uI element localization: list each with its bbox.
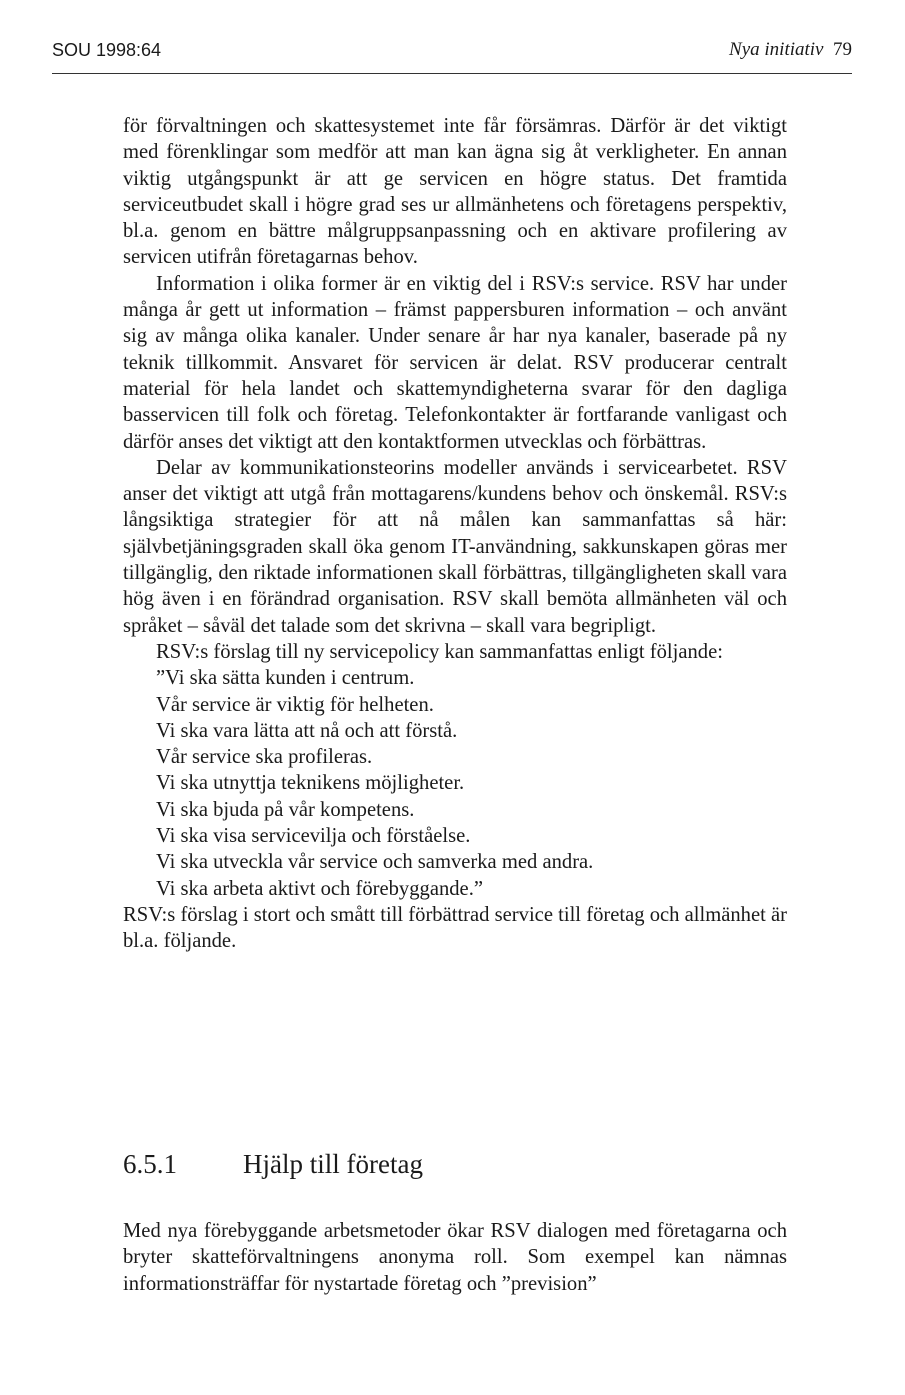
quote-line: Vi ska utveckla vår service och samverka med andra. (156, 851, 594, 874)
service-policy-quote (123, 665, 787, 902)
header-section-and-page (729, 36, 852, 64)
paragraph-2: Information i olika former är en viktig del i RSV:s service. RSV har under många år gett ut information – främst pappersburen information – och använt sig av många olika kanaler. Under senare år har nya kanaler, baserade på ny teknik tillkommit. Ansvaret för servicen är delat. RSV producerar centralt material för hela landet och skattemyndigheterna svarar för den dagliga basservicen till folk och företag. Telefonkontakter är fortfarande vanligast och därför anses det viktigt att den kontaktformen utvecklas och förbättras. (123, 272, 787, 453)
paragraph-1: för förvaltningen och skattesystemet inte får försämras. Därför är det viktigt med förenklingar som medför att man kan ägna sig åt verkligheter. En annan viktig utgångspunkt är att ge servicen en högre status. Det framtida serviceutbudet skall i högre grad ses ur allmänhetens och företagens perspektiv, bl.a. genom en bättre målgruppsanpassning och en aktivare profilering av servicen utifrån företagarnas behov. (123, 115, 787, 269)
quote-line: Vi ska bjuda på vår kompetens. (156, 798, 415, 821)
section-title: Hjälp till företag (243, 1149, 423, 1179)
section-paragraph: Med nya förebyggande arbetsmetoder ökar RSV dialogen med företagarna och bryter skatteförvaltningens anonyma roll. Som exempel kan nämnas informationsträffar för nystartade företag och ”prevision” (123, 1220, 787, 1295)
quote-line: Vi ska visa servicevilja och förståelse. (156, 825, 471, 848)
paragraph-after-quote: RSV:s förslag i stort och smått till förbättrad service till företag och allmänhet är bl.a. följande. (123, 903, 787, 953)
quote-line: Vi ska vara lätta att nå och att förstå. (156, 719, 458, 742)
body-text (123, 113, 787, 955)
quote-line: Vår service är viktig för helheten. (156, 693, 434, 716)
running-header (52, 36, 852, 64)
header-divider (52, 73, 852, 74)
header-section-title: Nya initiativ (729, 39, 824, 60)
paragraph-3: Delar av kommunikationsteorins modeller används i servicearbetet. RSV anser det viktigt att utgå från mottagarens/kundens behov och önskemål. RSV:s långsiktiga strategier för att nå målen kan sammanfattas så här: självbetjäningsgraden skall öka genom IT-användning, sakkunskapen göras mer tillgänglig, den riktade informationen skall förbättras, tillgängligheten skall vara hög även i en förändrad organisation. RSV skall bemöta allmänheten väl och språket – såväl det talade som det skrivna – skall vara begripligt. (123, 456, 787, 637)
quote-line: Vår service ska profileras. (156, 746, 373, 769)
publication-id: SOU 1998:64 (52, 40, 162, 60)
quote-line: Vi ska arbeta aktivt och förebyggande.” (156, 877, 483, 900)
section-number: 6.5.1 (123, 1149, 177, 1179)
quote-line: Vi ska utnyttja teknikens möjligheter. (156, 772, 465, 795)
section-heading (123, 1147, 787, 1181)
page-number: 79 (833, 39, 852, 60)
paragraph-4: RSV:s förslag till ny servicepolicy kan sammanfattas enligt följande: (156, 640, 723, 663)
section-body (123, 1218, 787, 1297)
quote-line: ”Vi ska sätta kunden i centrum. (156, 667, 415, 690)
